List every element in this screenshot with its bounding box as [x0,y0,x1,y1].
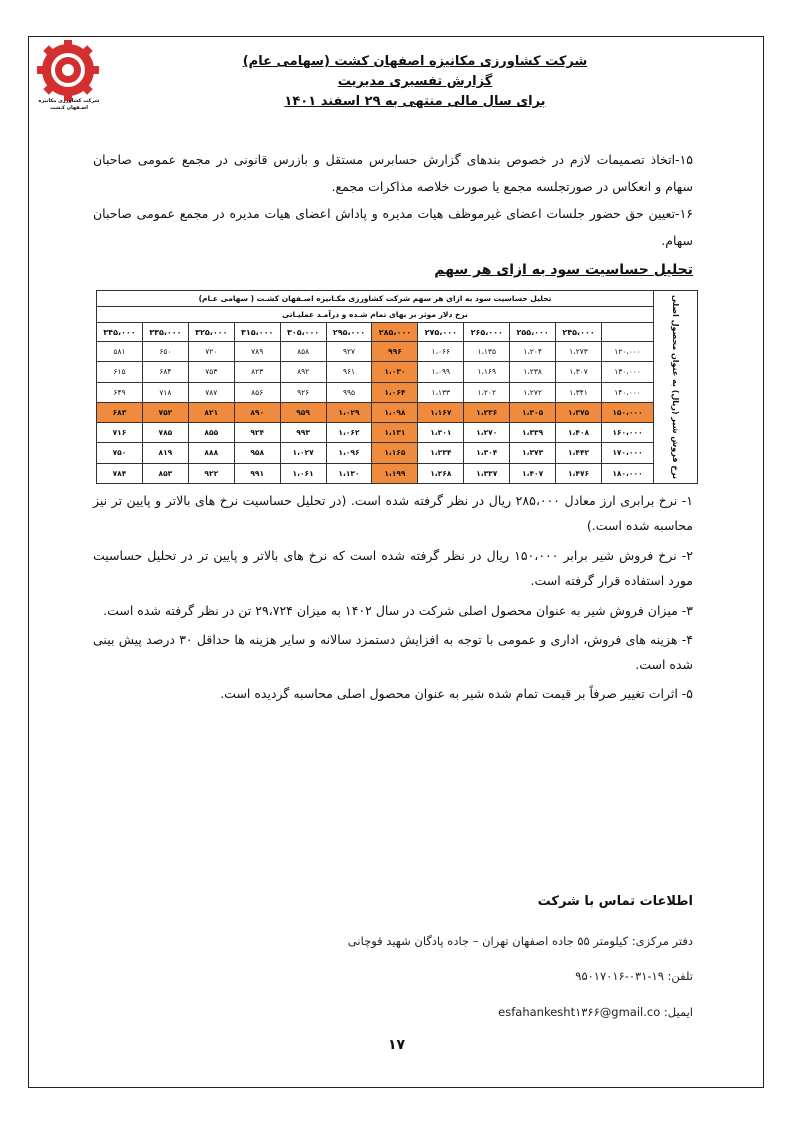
table-cell: ۹۹۱ [234,463,280,483]
column-header: ۲۴۵،۰۰۰ [556,323,602,342]
table-cell: ۹۲۷ [326,342,372,362]
table-cell: ۹۲۴ [234,423,280,443]
table-cell: ۷۵۲ [142,402,188,422]
table-row [97,423,698,443]
table-cell: ۹۵۹ [280,402,326,422]
note-4: ۴- هزینه های فروش، اداری و عمومی با توجه به افزایش دستمزد سالانه و سایر هزینه ها حداقل ۳۰ درصد پیش بینی شده است. [93,632,693,672]
table-cell: ۱،۱۳۵ [464,342,510,362]
table-cell: ۱،۳۳۷ [464,463,510,483]
contact-title: اطلاعات تماس با شرکت [537,894,693,909]
table-row [97,402,698,422]
table-cell: ۱،۴۰۸ [556,423,602,443]
table-cell: ۱،۰۶۲ [326,423,372,443]
table-cell: ۱،۳۳۹ [510,423,556,443]
column-header: ۳۱۵،۰۰۰ [234,323,280,342]
table-cell: ۱،۲۶۸ [418,463,464,483]
table-cell: ۹۲۶ [280,382,326,402]
contact-phone: تلفن: ۱۹-۰۳۱-۹۵۰۱۷۰۱۶ [575,969,693,983]
table-cell: ۱،۱۶۵ [372,443,418,463]
table-cell: ۱،۰۹۶ [326,443,372,463]
table-cell: ۸۹۲ [280,362,326,382]
report-title: گزارش تفسیری مدیریت [337,74,493,89]
row-label: ۱۸۰،۰۰۰ [602,463,654,483]
table-row [97,463,698,483]
column-header: ۲۶۵،۰۰۰ [464,323,510,342]
table-cell: ۱،۳۰۷ [556,362,602,382]
table-cell: ۷۸۴ [97,463,143,483]
table-cell: ۱،۴۴۲ [556,443,602,463]
table-cell: ۱،۰۹۸ [372,402,418,422]
row-label: ۱۴۰،۰۰۰ [602,382,654,402]
table-cell: ۸۵۵ [188,423,234,443]
column-header: ۲۵۵،۰۰۰ [510,323,556,342]
table-cell: ۹۵۸ [234,443,280,463]
table-cell: ۸۲۱ [188,402,234,422]
table-cell: ۶۸۳ [97,402,143,422]
table-row [97,342,698,362]
table-cell: ۱،۳۴۱ [556,382,602,402]
table-cell: ۷۲۰ [188,342,234,362]
agenda-item-16: ۱۶-تعیین حق حضور جلسات اعضای غیرموظف هیات مدیره و پاداش اعضای هیات مدیره در مجمع عمومی صاحبان سهام. [93,206,693,248]
table-cell: ۷۸۹ [234,342,280,362]
table-row [97,382,698,402]
table-cell: ۵۸۱ [97,342,143,362]
table-cell: ۶۱۵ [97,362,143,382]
table-title: تحلیل حساسیت سود به ازای هر سهم شرکت کشاورزی مکـانیزه اصـفهان کشـت ( سهامی عـام) [97,291,654,307]
column-header: ۳۰۵،۰۰۰ [280,323,326,342]
table-cell: ۱،۱۶۹ [464,362,510,382]
column-header: ۳۴۵،۰۰۰ [97,323,143,342]
table-cell: ۱،۲۳۸ [510,362,556,382]
note-2: ۲- نرخ فروش شیر برابر ۱۵۰،۰۰۰ ریال در نظر گرفته شده است که نرخ های بالاتر و پایین تر در تحلیل حساسیت مورد استفاده قرار گرفته است. [93,548,694,588]
table-cell: ۶۵۰ [142,342,188,362]
table-cell: ۱،۲۰۴ [510,342,556,362]
table-cell: ۶۴۹ [97,382,143,402]
table-cell: ۱،۱۹۹ [372,463,418,483]
table-cell: ۱،۰۲۷ [280,443,326,463]
side-label: نرخ فروش شیر (ریال) به عنوان محصول اصلی [654,291,698,484]
column-header: ۲۹۵،۰۰۰ [326,323,372,342]
note-3: ۳- میزان فروش شیر به عنوان محصول اصلی شرکت در سال ۱۴۰۲ به میزان ۲۹،۷۲۴ تن در نظر گرفته شده است. [103,603,693,618]
report-period: برای سال مالی منتهی به ۲۹ اسفند ۱۴۰۱ [284,94,546,109]
logo-caption: شرکت کشاورزی مکانیزه اصـفهان کـشت [38,98,100,111]
sensitivity-table [96,290,698,484]
contact-email: ایمیل: esfahankesht۱۳۶۶@gmail.co [498,1005,693,1019]
section-title: تحلیل حساسیت سود به ازای هر سهم [434,262,693,278]
table-cell: ۹۹۶ [372,342,418,362]
table-cell: ۸۲۳ [234,362,280,382]
corner-cell [602,323,654,342]
column-header-row [97,323,698,342]
table-cell: ۱،۱۳۱ [372,423,418,443]
column-header: ۳۲۵،۰۰۰ [188,323,234,342]
contact-address: دفتر مرکزی: کیلومتر ۵۵ جاده اصفهان تهران – جاده پادگان شهید قوچانی [347,934,693,948]
column-header: ۲۷۵،۰۰۰ [418,323,464,342]
table-cell: ۶۸۴ [142,362,188,382]
agenda-item-15: ۱۵-اتخاذ تصمیمات لازم در خصوص بندهای گزارش حسابرس مستقل و بازرس قانونی در مجمع عمومی صاحبان سهام و انعکاس در صورتجلسه مجمع یا صورت خلاصه مذاکرات مجمع. [93,152,693,194]
table-cell: ۱،۳۰۴ [464,443,510,463]
table-cell: ۸۹۰ [234,402,280,422]
row-label: ۱۶۰،۰۰۰ [602,423,654,443]
table-cell: ۱،۲۳۴ [418,443,464,463]
page-header [180,52,650,112]
table-cell: ۸۵۸ [280,342,326,362]
table-cell: ۱،۳۷۵ [556,402,602,422]
table-cell: ۷۸۵ [142,423,188,443]
table-cell: ۹۶۱ [326,362,372,382]
row-label: ۱۷۰،۰۰۰ [602,443,654,463]
row-label: ۱۳۰،۰۰۰ [602,362,654,382]
table-cell: ۱،۰۶۱ [280,463,326,483]
table-cell: ۸۵۳ [142,463,188,483]
table-cell: ۱،۱۶۷ [418,402,464,422]
note-1: ۱- نرخ برابری ارز معادل ۲۸۵،۰۰۰ ریال در نظر گرفته شده است. (در تحلیل حساسیت نرخ های بالاتر و پایین تر نیز محاسبه شده است.) [93,493,694,533]
table-cell: ۱،۰۶۶ [418,342,464,362]
table-cell: ۷۱۸ [142,382,188,402]
column-header: ۳۳۵،۰۰۰ [142,323,188,342]
table-cell: ۱،۰۹۹ [418,362,464,382]
table-cell: ۱،۰۳۰ [372,362,418,382]
table-cell: ۱،۳۷۳ [510,443,556,463]
table-cell: ۱،۲۷۲ [510,382,556,402]
row-label: ۱۵۰،۰۰۰ [602,402,654,422]
table-row [97,443,698,463]
page-number: ۱۷ [387,1037,406,1053]
table-cell: ۱،۱۳۳ [418,382,464,402]
table-cell: ۱،۲۷۰ [464,423,510,443]
table-cell: ۷۵۳ [188,362,234,382]
column-header: ۲۸۵،۰۰۰ [372,323,418,342]
table-cell: ۱،۴۰۷ [510,463,556,483]
table-cell: ۹۹۵ [326,382,372,402]
table-cell: ۱،۴۷۶ [556,463,602,483]
table-cell: ۷۵۰ [97,443,143,463]
table-cell: ۸۱۹ [142,443,188,463]
table-cell: ۷۸۷ [188,382,234,402]
row-label: ۱۲۰،۰۰۰ [602,342,654,362]
company-name: شرکت کشاورزی مکانیزه اصفهان کشت (سهامی عام) [242,54,588,69]
table-cell: ۱،۲۰۲ [464,382,510,402]
table-cell: ۷۱۶ [97,423,143,443]
table-cell: ۱،۲۰۱ [418,423,464,443]
table-cell: ۹۹۳ [280,423,326,443]
table-cell: ۱،۰۲۹ [326,402,372,422]
table-cell: ۱،۱۳۰ [326,463,372,483]
note-5: ۵- اثرات تغییر صرفاً بر قیمت تمام شده شیر به عنوان محصول اصلی محاسبه گردیده است. [220,686,693,701]
table-row [97,362,698,382]
table-cell: ۱،۲۷۳ [556,342,602,362]
table-cell: ۱،۰۶۴ [372,382,418,402]
table-cell: ۹۲۲ [188,463,234,483]
table-cell: ۸۸۸ [188,443,234,463]
table-cell: ۸۵۶ [234,382,280,402]
table-cell: ۱،۳۰۵ [510,402,556,422]
table-subtitle: نرخ دلار موثر بر بهای تمام شـده و درآمـد عملیـاتی [97,307,654,323]
table-cell: ۱،۲۳۶ [464,402,510,422]
